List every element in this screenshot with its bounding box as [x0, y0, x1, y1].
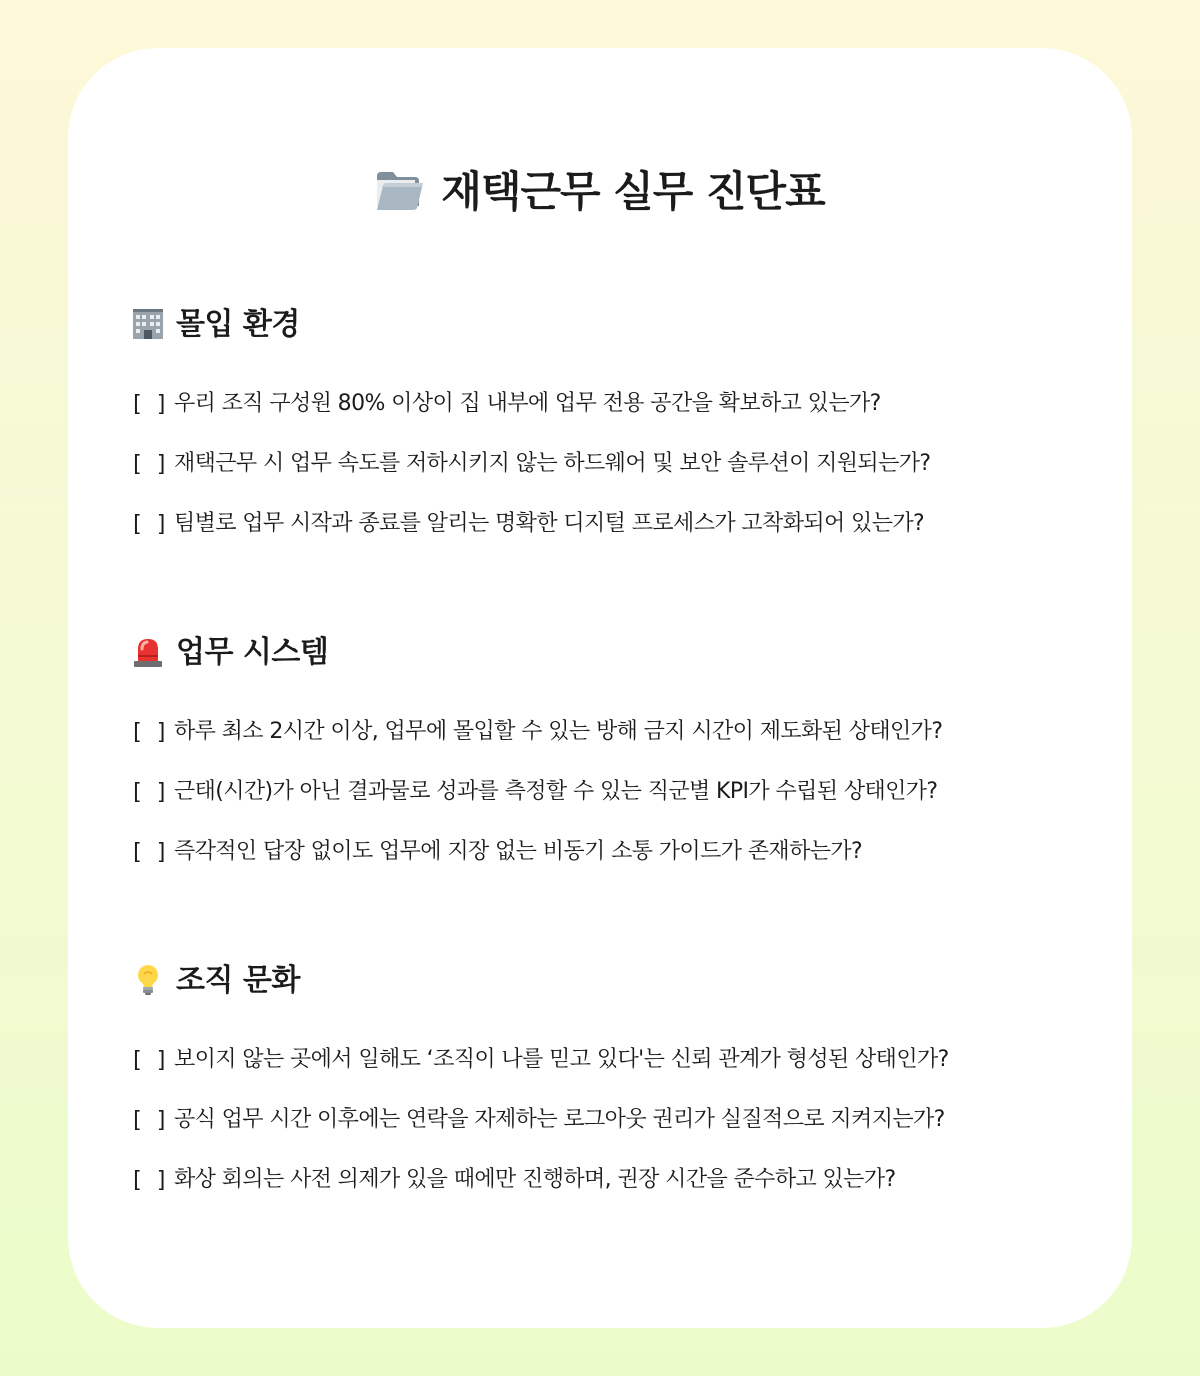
checkbox[interactable]: [ ] — [130, 719, 168, 745]
section-organizational-culture — [130, 956, 1110, 1210]
item-text: 화상 회의는 사전 의제가 있을 때에만 진행하며, 권장 시간을 준수하고 있는가? — [173, 1167, 896, 1192]
section-header — [130, 300, 1110, 350]
section-title: 몰입 환경 — [176, 307, 300, 342]
list-item — [130, 1150, 1110, 1210]
item-text: 공식 업무 시간 이후에는 연락을 자제하는 로그아웃 권리가 실질적으로 지켜지는가? — [173, 1107, 945, 1132]
title-row — [68, 160, 1132, 224]
checkbox[interactable]: [ ] — [130, 1047, 168, 1073]
section-header — [130, 956, 1110, 1006]
checklist-card — [68, 48, 1132, 1328]
checkbox[interactable]: [ ] — [130, 779, 168, 805]
checklist — [130, 1030, 1110, 1210]
list-item — [130, 822, 1110, 882]
siren-light-icon — [130, 633, 166, 673]
section-title: 업무 시스템 — [176, 635, 329, 670]
checklist — [130, 374, 1110, 554]
open-folder-icon — [375, 168, 425, 216]
page-title: 재택근무 실무 진단표 — [441, 167, 825, 216]
list-item — [130, 1090, 1110, 1150]
light-bulb-icon — [130, 961, 166, 1001]
list-item — [130, 374, 1110, 434]
item-text: 즉각적인 답장 없이도 업무에 지장 없는 비동기 소통 가이드가 존재하는가? — [173, 839, 863, 864]
checkbox[interactable]: [ ] — [130, 1107, 168, 1133]
item-text: 근태(시간)가 아닌 결과물로 성과를 측정할 수 있는 직군별 KPI가 수립된 상태인가? — [173, 779, 938, 804]
list-item — [130, 702, 1110, 762]
checklist — [130, 702, 1110, 882]
item-text: 보이지 않는 곳에서 일해도 ‘조직이 나를 믿고 있다'는 신뢰 관계가 형성된 상태인가? — [173, 1047, 949, 1072]
list-item — [130, 434, 1110, 494]
checkbox[interactable]: [ ] — [130, 839, 168, 865]
list-item — [130, 762, 1110, 822]
checkbox[interactable]: [ ] — [130, 1167, 168, 1193]
section-header — [130, 628, 1110, 678]
office-building-icon — [130, 305, 166, 345]
list-item — [130, 1030, 1110, 1090]
section-title: 조직 문화 — [176, 963, 300, 998]
checkbox[interactable]: [ ] — [130, 511, 168, 537]
checkbox[interactable]: [ ] — [130, 451, 168, 477]
section-work-system — [130, 628, 1110, 882]
item-text: 재택근무 시 업무 속도를 저하시키지 않는 하드웨어 및 보안 솔루션이 지원되는가? — [173, 451, 931, 476]
list-item — [130, 494, 1110, 554]
item-text: 우리 조직 구성원 80% 이상이 집 내부에 업무 전용 공간을 확보하고 있는가? — [173, 391, 881, 416]
item-text: 하루 최소 2시간 이상, 업무에 몰입할 수 있는 방해 금지 시간이 제도화된 상태인가? — [173, 719, 943, 744]
item-text: 팀별로 업무 시작과 종료를 알리는 명확한 디지털 프로세스가 고착화되어 있는가? — [173, 511, 925, 536]
section-immersion-environment — [130, 300, 1110, 554]
checkbox[interactable]: [ ] — [130, 391, 168, 417]
